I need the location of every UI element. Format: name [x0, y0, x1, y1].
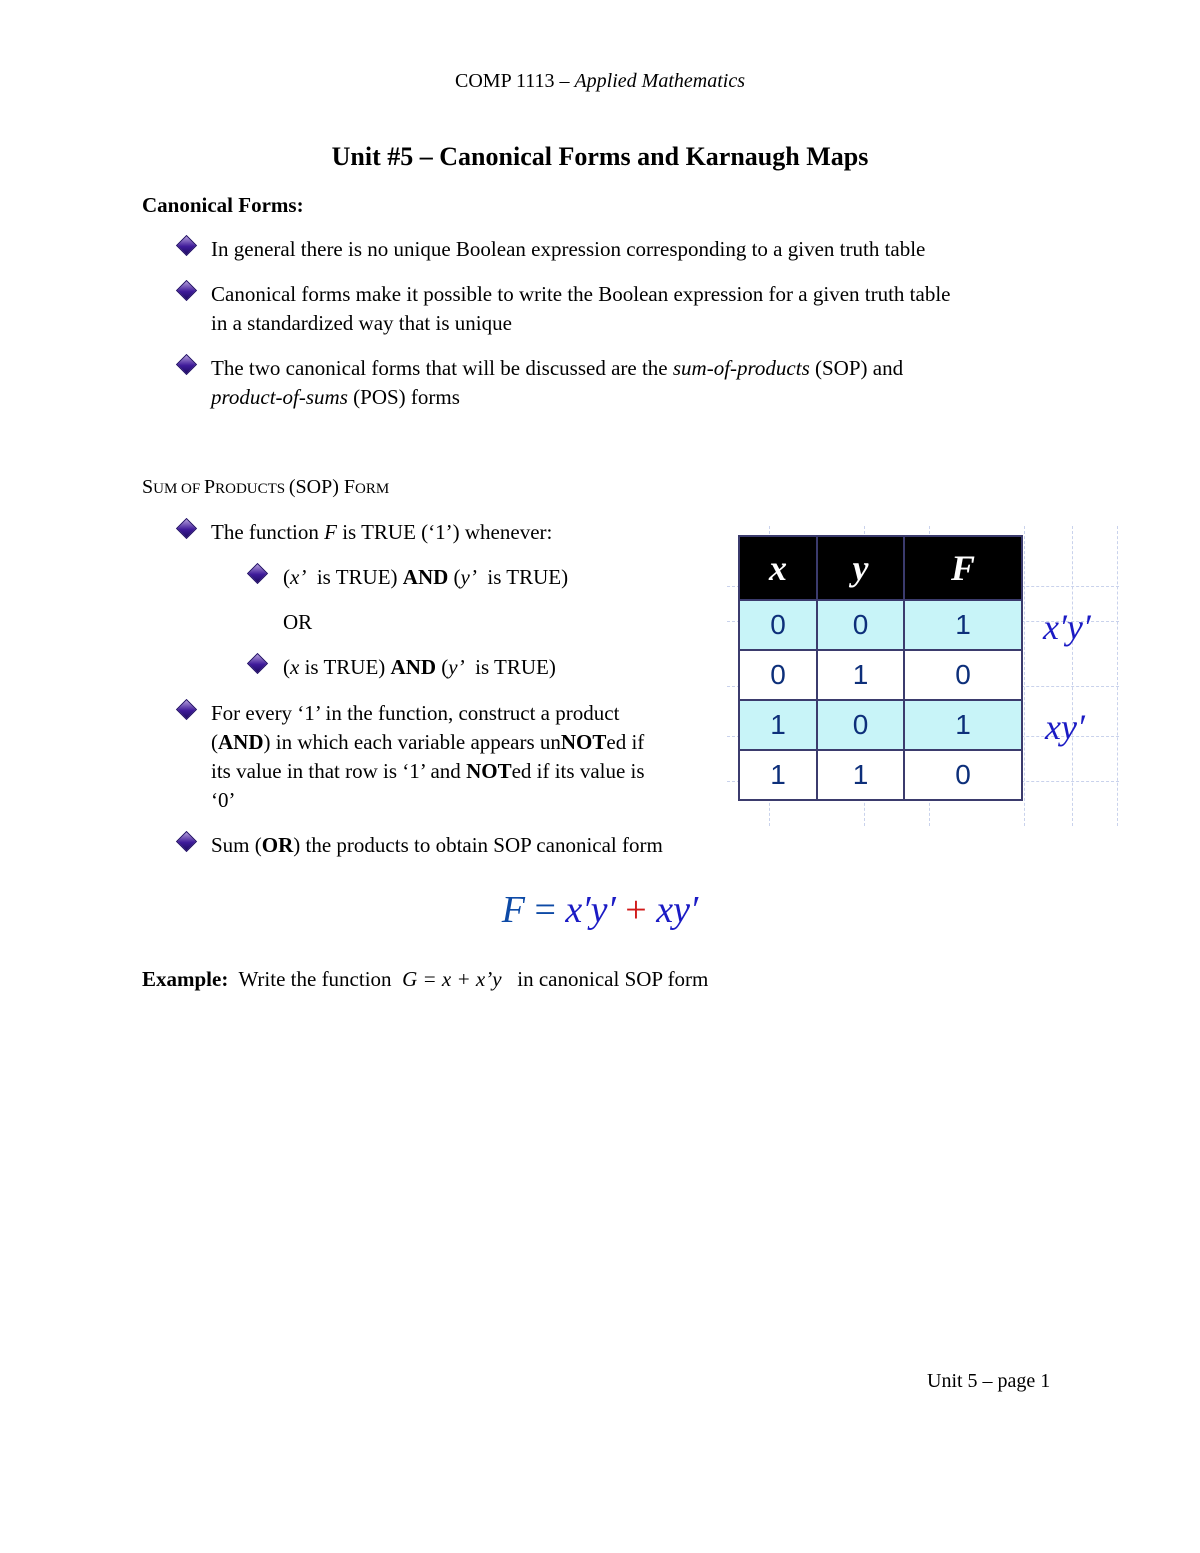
table-row: 1 0 1 [739, 700, 1022, 750]
diamond-bullet-icon [176, 699, 197, 720]
table-header-f: F [904, 536, 1022, 600]
table-row: 1 1 0 [739, 750, 1022, 800]
bullet-canonical-forms: Canonical forms make it possible to write the Boolean expression for a given truth table in a standardized way that is unique [211, 282, 951, 335]
diamond-bullet-icon [176, 280, 197, 301]
table-row: 0 1 0 [739, 650, 1022, 700]
table-header-y: y [817, 536, 904, 600]
truth-table-figure [727, 526, 1119, 826]
minterm-label-1: x′y′ [1043, 607, 1091, 647]
table-header-x: x [739, 536, 817, 600]
page-footer: Unit 5 – page 1 [927, 1370, 1051, 1392]
diamond-bullet-icon [176, 235, 197, 256]
sub-bullet-condition-2: (x is TRUE) AND (y’ is TRUE) [283, 655, 556, 679]
diamond-bullet-icon [247, 563, 268, 584]
section-heading-sop: SUM OF PRODUCTS (SOP) FORM [142, 476, 390, 498]
diamond-bullet-icon [176, 831, 197, 852]
section-heading-canonical: Canonical Forms: [142, 193, 304, 217]
sub-bullet-condition-1: (x’ is TRUE) AND (y’ is TRUE) [283, 565, 569, 589]
minterm-label-2: xy′ [1045, 707, 1085, 747]
bullet-construct-product: For every ‘1’ in the function, construct a product (AND) in which each variable appears unNOTed if its value in that row is ‘1’ and NOTed if its value is ‘0’ [211, 701, 645, 812]
course-code: COMP 1113 [455, 70, 555, 92]
sop-formula: F = x′y′ + xy′ [501, 889, 699, 931]
bullet-no-unique: In general there is no unique Boolean expression corresponding to a given truth table [211, 237, 926, 261]
page-title: Unit #5 – Canonical Forms and Karnaugh Maps [331, 142, 869, 171]
bullet-two-forms: The two canonical forms that will be discussed are the sum-of-products (SOP) and product-of-sums (POS) forms [211, 356, 904, 409]
example-line: Example: Write the function G = x + x’y in canonical SOP form [142, 967, 709, 991]
or-label: OR [283, 610, 313, 634]
table-row: 0 0 1 [739, 600, 1022, 650]
truth-table [738, 535, 1023, 801]
bullet-function-true: The function F is TRUE (‘1’) whenever: [211, 520, 553, 544]
course-subject: Applied Mathematics [574, 70, 745, 92]
bullet-sum-products: Sum (OR) the products to obtain SOP canonical form [211, 833, 663, 857]
diamond-bullet-icon [176, 354, 197, 375]
running-header: COMP 1113 – Applied Mathematics [455, 70, 745, 92]
diamond-bullet-icon [176, 518, 197, 539]
diamond-bullet-icon [247, 653, 268, 674]
